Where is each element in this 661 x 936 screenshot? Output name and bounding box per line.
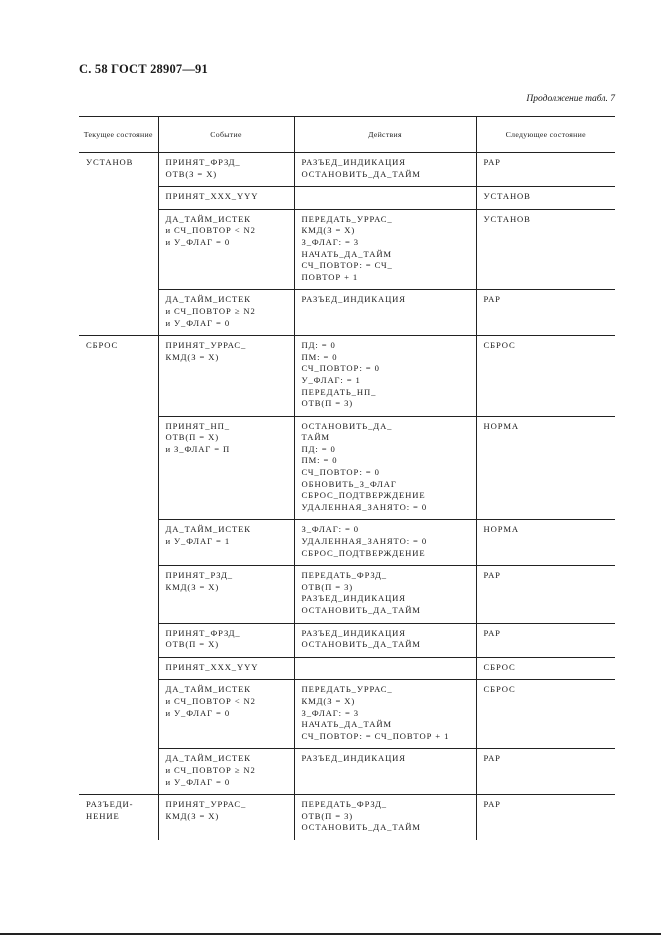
state-transition-table <box>79 116 615 840</box>
actions-cell <box>294 416 476 520</box>
event-line: КМД(З = Х) <box>165 351 220 362</box>
action-line: РАЗЪЕД_ИНДИКАЦИЯ <box>301 157 406 167</box>
next-state-cell <box>476 520 615 566</box>
action-line: НАЧАТЬ_ДА_ТАЙМ <box>301 248 392 259</box>
table-row <box>79 623 615 657</box>
col-header-event: Событие <box>158 117 294 153</box>
footer-rule <box>0 933 661 935</box>
next-state-cell <box>476 416 615 520</box>
event-line: ОТВ(П = Х) <box>165 639 219 650</box>
actions-cell <box>294 680 476 749</box>
next-state-cell <box>476 336 615 417</box>
action-line: СЧ_ПОВТОР: = СЧ_ПОВТОР + 1 <box>301 730 450 741</box>
next-state: РАР <box>483 570 501 581</box>
actions-cell <box>294 153 476 187</box>
action-line: ПЕРЕДАТЬ_ФРЗД_ <box>301 799 387 810</box>
event-line: ОТВ(З = Х) <box>165 168 218 179</box>
action-line: ОСТАНОВИТЬ_ДА_ <box>301 420 393 431</box>
event-line: и З_ФЛАГ = П <box>165 443 231 454</box>
table-header-row <box>79 117 615 153</box>
current-state-cell <box>79 290 158 336</box>
current-state: РАЗЪЕДИ- НЕНИЕ <box>86 799 134 821</box>
next-state: РАР <box>483 753 501 764</box>
action-line: ОСТАНОВИТЬ_ДА_ТАЙМ <box>301 822 421 833</box>
actions-cell <box>294 187 476 210</box>
next-state-cell <box>476 623 615 657</box>
page-header: С. 58 ГОСТ 28907—91 <box>79 62 208 76</box>
next-state-cell <box>476 209 615 290</box>
table-caption: Продолжение табл. 7 <box>526 94 615 104</box>
current-state-cell <box>79 657 158 680</box>
action-line: ОТВ(П = 3) <box>301 398 354 409</box>
event-cell <box>158 520 294 566</box>
event-cell <box>158 680 294 749</box>
current-state-cell <box>79 749 158 795</box>
actions-cell <box>294 749 476 795</box>
event-cell <box>158 336 294 417</box>
event-line: КМД(З = Х) <box>165 581 220 592</box>
actions-cell <box>294 623 476 657</box>
action-line: РАЗЪЕД_ИНДИКАЦИЯ <box>301 753 406 764</box>
event-cell <box>158 290 294 336</box>
table-row <box>79 520 615 566</box>
action-line: З_ФЛАГ: = 3 <box>301 236 359 247</box>
action-line: УДАЛЕННАЯ_ЗАНЯТО: = 0 <box>301 536 428 547</box>
current-state-cell <box>79 187 158 210</box>
next-state-cell <box>476 749 615 795</box>
next-state: РАР <box>483 627 501 638</box>
event-cell <box>158 209 294 290</box>
event-line: ДА_ТАЙМ_ИСТЕК <box>165 294 251 305</box>
table-row <box>79 795 615 840</box>
table-body <box>79 153 615 840</box>
table-row <box>79 209 615 290</box>
action-line: ОСТАНОВИТЬ_ДА_ТАЙМ <box>301 639 421 650</box>
table-row <box>79 657 615 680</box>
action-line: СЧ_ПОВТОР: = 0 <box>301 363 380 374</box>
action-line: СБРОС_ПОДТВЕРЖДЕНИЕ <box>301 490 426 501</box>
current-state-cell <box>79 680 158 749</box>
action-line: СЧ_ПОВТОР: = 0 <box>301 467 380 478</box>
action-line: КМД(З = Х) <box>301 695 356 706</box>
event-line: ПРИНЯТ_РЗД_ <box>165 570 233 581</box>
actions-cell <box>294 290 476 336</box>
current-state: УСТАНОВ <box>86 157 134 167</box>
actions-cell <box>294 336 476 417</box>
event-cell <box>158 187 294 210</box>
current-state-cell <box>79 520 158 566</box>
current-state-cell <box>79 416 158 520</box>
next-state-cell <box>476 680 615 749</box>
next-state-cell <box>476 795 615 840</box>
action-line: ПОВТОР + 1 <box>301 271 359 282</box>
table-row <box>79 336 615 417</box>
next-state-cell <box>476 290 615 336</box>
event-line: ОТВ(П = Х) <box>165 432 219 443</box>
table-row <box>79 416 615 520</box>
action-line: ПД: = 0 <box>301 443 336 454</box>
next-state-cell <box>476 657 615 680</box>
action-line: ПМ: = 0 <box>301 455 338 466</box>
current-state-cell <box>79 566 158 623</box>
next-state: НОРМА <box>483 524 520 535</box>
col-header-next-state: Следующее состояние <box>476 117 615 153</box>
event-line: ПРИНЯТ_ФРЗД_ <box>165 627 241 638</box>
next-state-cell <box>476 153 615 187</box>
table-row <box>79 749 615 795</box>
next-state: РАР <box>483 157 501 167</box>
next-state: СБРОС <box>483 661 516 672</box>
action-line: УДАЛЕННАЯ_ЗАНЯТО: = 0 <box>301 501 428 512</box>
event-line: ДА_ТАЙМ_ИСТЕК <box>165 753 251 764</box>
event-line: ПРИНЯТ_УРРАС_ <box>165 340 247 351</box>
action-line: У_ФЛАГ: = 1 <box>301 374 361 385</box>
next-state: УСТАНОВ <box>483 191 531 202</box>
event-line: и СЧ_ПОВТОР ≥ N2 <box>165 305 256 316</box>
event-cell <box>158 749 294 795</box>
event-line: ДА_ТАЙМ_ИСТЕК <box>165 684 251 695</box>
action-line: КМД(З = Х) <box>301 225 356 236</box>
action-line: СЧ_ПОВТОР: = СЧ_ <box>301 260 393 271</box>
action-line: З_ФЛАГ: = 3 <box>301 707 359 718</box>
next-state-cell <box>476 566 615 623</box>
action-line: ПЕРЕДАТЬ_УРРАС_ <box>301 684 393 695</box>
event-line: и СЧ_ПОВТОР ≥ N2 <box>165 764 256 775</box>
event-line: и СЧ_ПОВТОР < N2 <box>165 225 256 236</box>
action-line: ПЕРЕДАТЬ_НП_ <box>301 386 377 397</box>
table-row <box>79 153 615 187</box>
actions-cell <box>294 566 476 623</box>
event-cell <box>158 153 294 187</box>
next-state: НОРМА <box>483 420 520 431</box>
action-line: ОБНОВИТЬ_З_ФЛАГ <box>301 478 397 489</box>
event-line: ПРИНЯТ_ФРЗД_ <box>165 157 241 167</box>
event-cell <box>158 657 294 680</box>
event-line: и СЧ_ПОВТОР < N2 <box>165 695 256 706</box>
next-state: СБРОС <box>483 340 516 351</box>
event-cell <box>158 623 294 657</box>
actions-cell <box>294 520 476 566</box>
actions-cell <box>294 795 476 840</box>
next-state: УСТАНОВ <box>483 213 531 224</box>
event-line: ПРИНЯТ_ХХХ_YYY <box>165 191 259 202</box>
current-state-cell <box>79 795 158 840</box>
next-state: СБРОС <box>483 684 516 695</box>
event-line: и У_ФЛАГ = 0 <box>165 707 231 718</box>
event-line: ПРИНЯТ_ХХХ_YYY <box>165 661 259 672</box>
action-line: ОТВ(П = 3) <box>301 581 354 592</box>
current-state-cell <box>79 209 158 290</box>
action-line: ОТВ(П = 3) <box>301 810 354 821</box>
table-row <box>79 566 615 623</box>
event-line: и У_ФЛАГ = 0 <box>165 236 231 247</box>
action-line: З_ФЛАГ: = 0 <box>301 524 359 535</box>
action-line: ПЕРЕДАТЬ_УРРАС_ <box>301 213 393 224</box>
next-state: РАР <box>483 799 501 810</box>
event-cell <box>158 795 294 840</box>
action-line: РАЗЪЕД_ИНДИКАЦИЯ <box>301 294 406 305</box>
event-cell <box>158 416 294 520</box>
action-line: РАЗЪЕД_ИНДИКАЦИЯ <box>301 627 406 638</box>
current-state-cell <box>79 336 158 417</box>
current-state: СБРОС <box>86 340 119 351</box>
next-state-cell <box>476 187 615 210</box>
event-cell <box>158 566 294 623</box>
actions-cell <box>294 657 476 680</box>
table-row <box>79 680 615 749</box>
event-line: КМД(З = Х) <box>165 810 220 821</box>
action-line: ПМ: = 0 <box>301 351 338 362</box>
action-line: ПЕРЕДАТЬ_ФРЗД_ <box>301 570 387 581</box>
event-line: и У_ФЛАГ = 0 <box>165 317 231 328</box>
action-line: НАЧАТЬ_ДА_ТАЙМ <box>301 719 392 730</box>
event-line: ПРИНЯТ_НП_ <box>165 420 230 431</box>
action-line: ПД: = 0 <box>301 340 336 351</box>
col-header-current-state: Текущее состояние <box>79 117 158 153</box>
event-line: ПРИНЯТ_УРРАС_ <box>165 799 247 810</box>
table-row <box>79 290 615 336</box>
action-line: ОСТАНОВИТЬ_ДА_ТАЙМ <box>301 168 421 179</box>
action-line: ТАЙМ <box>301 432 330 443</box>
col-header-actions: Действия <box>294 117 476 153</box>
event-line: и У_ФЛАГ = 1 <box>165 536 231 547</box>
event-line: ДА_ТАЙМ_ИСТЕК <box>165 524 251 535</box>
table-row <box>79 187 615 210</box>
next-state: РАР <box>483 294 501 305</box>
current-state-cell <box>79 623 158 657</box>
action-line: ОСТАНОВИТЬ_ДА_ТАЙМ <box>301 605 421 615</box>
action-line: РАЗЪЕД_ИНДИКАЦИЯ <box>301 593 406 604</box>
actions-cell <box>294 209 476 290</box>
event-line: ДА_ТАЙМ_ИСТЕК <box>165 213 251 224</box>
current-state-cell <box>79 153 158 187</box>
action-line: СБРОС_ПОДТВЕРЖДЕНИЕ <box>301 547 426 558</box>
event-line: и У_ФЛАГ = 0 <box>165 776 231 787</box>
